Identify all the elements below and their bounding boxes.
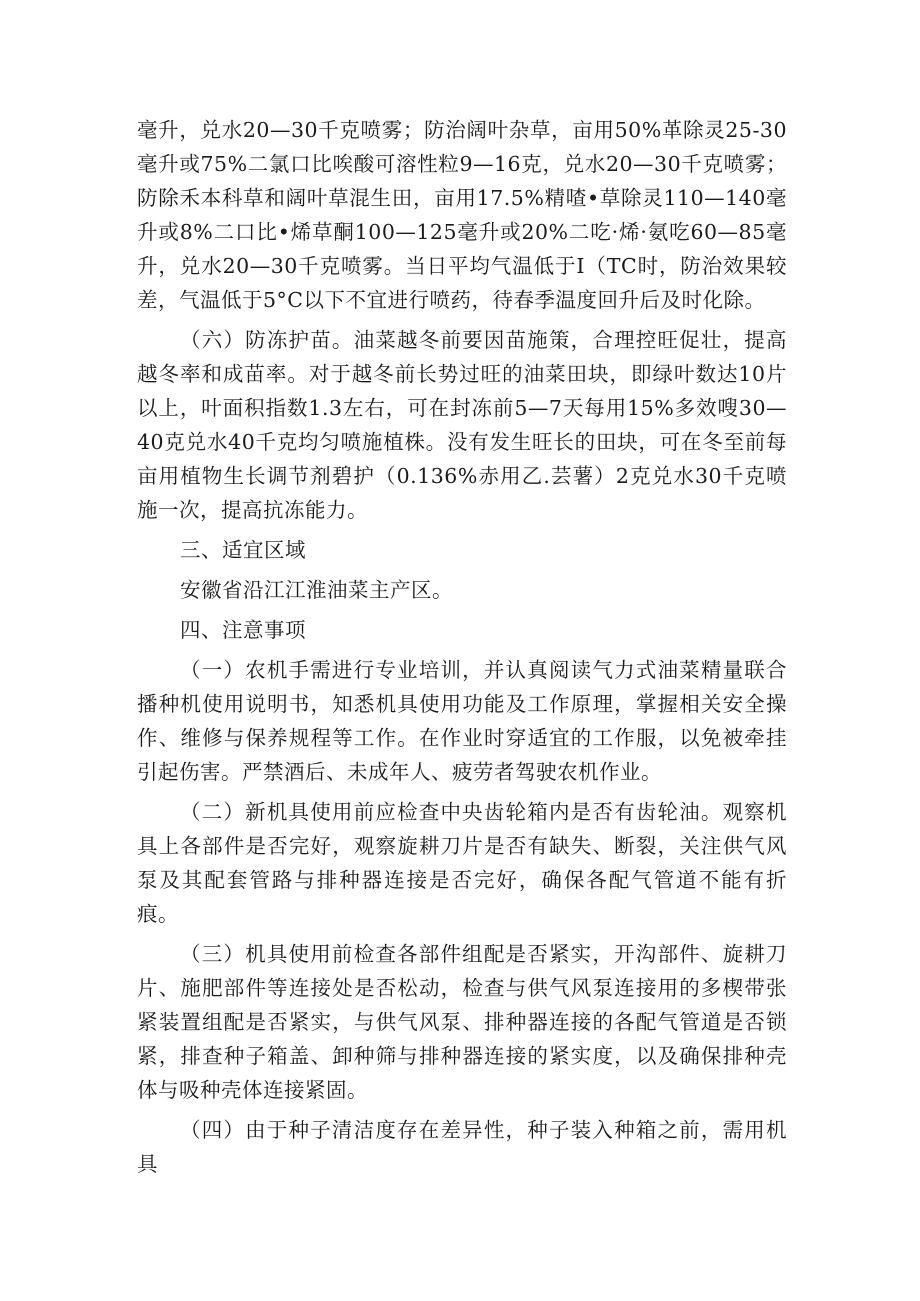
paragraph-suitable-region: 安徽省沿江江淮油菜主产区。	[180, 578, 453, 602]
paragraph-precaution-1: （一）农机手需进行专业培训，并认真阅读气力式油菜精量联合播种机使用说明书，知悉机具使用功能及工作原理，掌握相关安全操作、维修与保养规程等工作。在作业时穿适宜的工作服，以免被牵挂引起伤害。严禁酒后、未成年人、疲劳者驾驶农机作业。	[137, 658, 787, 784]
paragraph-precaution-2: （二）新机具使用前应检查中央齿轮箱内是否有齿轮油。观察机具上各部件是否完好，观察旋耕刀片是否有缺失、断裂，关注供气风泵及其配套管路与排种器连接是否完好，确保各配气管道不能有折痕。	[137, 800, 787, 926]
document-body	[137, 113, 787, 1181]
section-heading-suitable-region: 三、适宜区域	[180, 538, 306, 562]
paragraph-precaution-4: （四）由于种子清洁度存在差异性，种子装入种箱之前，需用机具	[137, 1118, 787, 1176]
paragraph-precaution-3: （三）机具使用前检查各部件组配是否紧实，开沟部件、旋耕刀片、施肥部件等连接处是否松动，检查与供气风泵连接用的多楔带张紧装置组配是否紧实，与供气风泵、排种器连接的各配气管道是否锁紧，排查种子箱盖、卸种筛与排种器连接的紧实度，以及确保排种壳体与吸种壳体连接紧固。	[137, 942, 787, 1102]
section-heading-precautions: 四、注意事项	[180, 618, 306, 642]
paragraph-herbicide-continuation: 毫升，兑水20—30千克喷雾；防治阔叶杂草，亩用50%革除灵25-30毫升或75%二氯口比唉酸可溶性粒9—16克，兑水20—30千克喷雾；防除禾本科草和阔叶草混生田，亩用17.5%精喳•草除灵110—140毫升或8%二口比•烯草酮100—125毫升或20%二吃·烯·氨吃60—85毫升，兑水20—30千克喷雾。当日平均气温低于I（TC时，防治效果较差，气温低于5°C以下不宜进行喷药，待春季温度回升后及时化除。	[137, 118, 787, 312]
paragraph-frost-protection: （六）防冻护苗。油菜越冬前要因苗施策，合理控旺促壮，提高越冬率和成苗率。对于越冬前长势过旺的油菜田块，即绿叶数达10片以上，叶面积指数1.3左右，可在封冻前5—7天每用15%多效嗖30—40克兑水40千克均匀喷施植株。没有发生旺长的田块，可在冬至前每亩用植物生长调节剂碧护（0.136%赤用乙.芸薯）2克兑水30千克喷施一次，提高抗冻能力。	[137, 328, 787, 522]
